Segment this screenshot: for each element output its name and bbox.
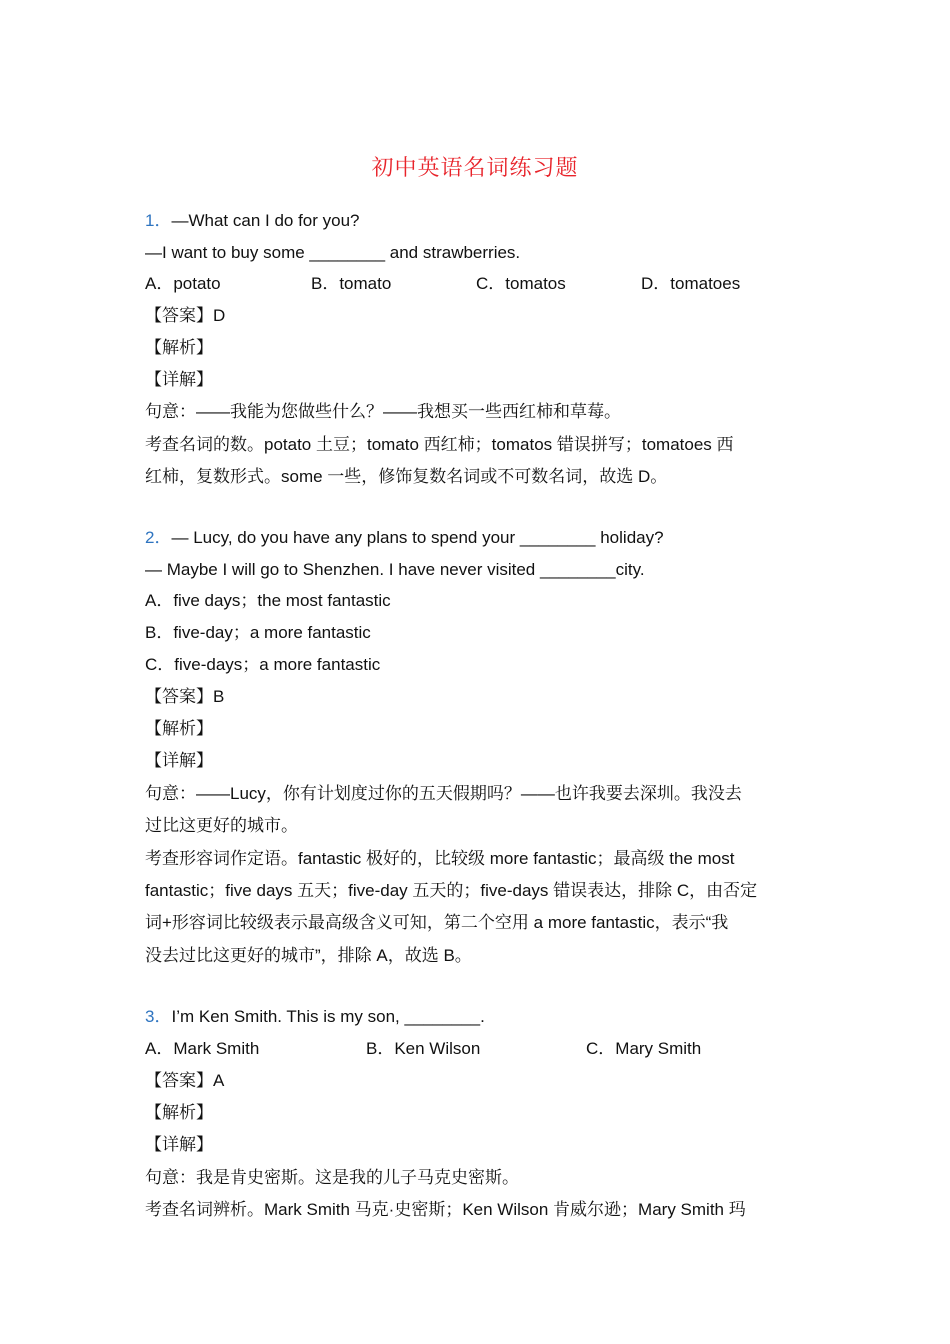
question-2-stem-text-1: — Lucy, do you have any plans to spend your ________ holiday?	[171, 528, 664, 547]
question-2-analysis-label: 【解析】	[145, 719, 213, 738]
question-1-explanation-1: 句意：——我能为您做些什么？——我想买一些西红柿和草莓。	[145, 402, 621, 421]
question-2-explanation-5: 词+形容词比较级表示最高级含义可知，第二个空用 a more fantastic，表示“我	[145, 913, 729, 932]
question-3-option-b: B．Ken Wilson	[366, 1039, 481, 1058]
question-2-explanation-6: 没去过比这更好的城市”，排除 A，故选 B。	[145, 946, 472, 965]
question-1-explanation-2: 考查名词的数。potato 土豆；tomato 西红柿；tomatos 错误拼写；tomatoes 西	[145, 435, 734, 454]
question-3-stem-text-1: I’m Ken Smith. This is my son, ________.	[171, 1007, 485, 1026]
question-1-stem-text-1: —What can I do for you?	[171, 211, 360, 230]
question-2-option-c: C．five-days；a more fantastic	[145, 655, 381, 674]
question-1-option-d: D．tomatoes	[641, 274, 741, 293]
question-3-number: 3．	[145, 1007, 172, 1026]
question-1-answer: 【答案】D	[145, 306, 226, 325]
question-1-option-a: A．potato	[145, 274, 221, 293]
question-3-explanation-1: 句意：我是肯史密斯。这是我的儿子马克史密斯。	[145, 1168, 519, 1187]
question-1-explanation-3: 红柿，复数形式。some 一些，修饰复数名词或不可数名词，故选 D。	[145, 467, 668, 486]
question-1-stem-line-2: —I want to buy some ________ and strawberries.	[145, 243, 521, 262]
question-2-answer: 【答案】B	[145, 687, 225, 706]
question-1-detail-label: 【详解】	[145, 370, 213, 389]
question-1-analysis-label: 【解析】	[145, 338, 213, 357]
question-2-explanation-3: 考查形容词作定语。fantastic 极好的，比较级 more fantastic；最高级 the most	[145, 849, 735, 868]
question-3-stem-line-1	[145, 1006, 810, 1028]
question-3-option-a: A．Mark Smith	[145, 1039, 260, 1058]
question-2-explanation-2: 过比这更好的城市。	[145, 816, 298, 835]
question-2-explanation-1: 句意：——Lucy，你有计划度过你的五天假期吗？——也许我要去深圳。我没去	[145, 784, 742, 803]
question-3-option-c: C．Mary Smith	[586, 1039, 702, 1058]
question-2-stem-line-1	[145, 527, 810, 549]
question-3-detail-label: 【详解】	[145, 1135, 213, 1154]
question-2-stem-line-2: — Maybe I will go to Shenzhen. I have never visited ________city.	[145, 560, 645, 579]
question-1-option-b: B．tomato	[311, 274, 392, 293]
question-2-detail-label: 【详解】	[145, 751, 213, 770]
question-2-explanation-4: fantastic；five days 五天；five-day 五天的；five-days 错误表达，排除 C，由否定	[145, 881, 758, 900]
question-2-option-a: A．five days；the most fantastic	[145, 591, 391, 610]
question-3-answer: 【答案】A	[145, 1071, 225, 1090]
question-1-number: 1．	[145, 211, 172, 230]
question-1-option-c: C．tomatos	[476, 274, 566, 293]
question-2-number: 2．	[145, 528, 172, 547]
question-2-option-b: B．five-day；a more fantastic	[145, 623, 371, 642]
question-3-explanation-2: 考查名词辨析。Mark Smith 马克·史密斯；Ken Wilson 肯威尔逊；Mary Smith 玛	[145, 1200, 746, 1219]
document-title: 初中英语名词练习题	[371, 156, 579, 181]
question-1-stem-line-1	[145, 210, 810, 232]
question-3-analysis-label: 【解析】	[145, 1103, 213, 1122]
